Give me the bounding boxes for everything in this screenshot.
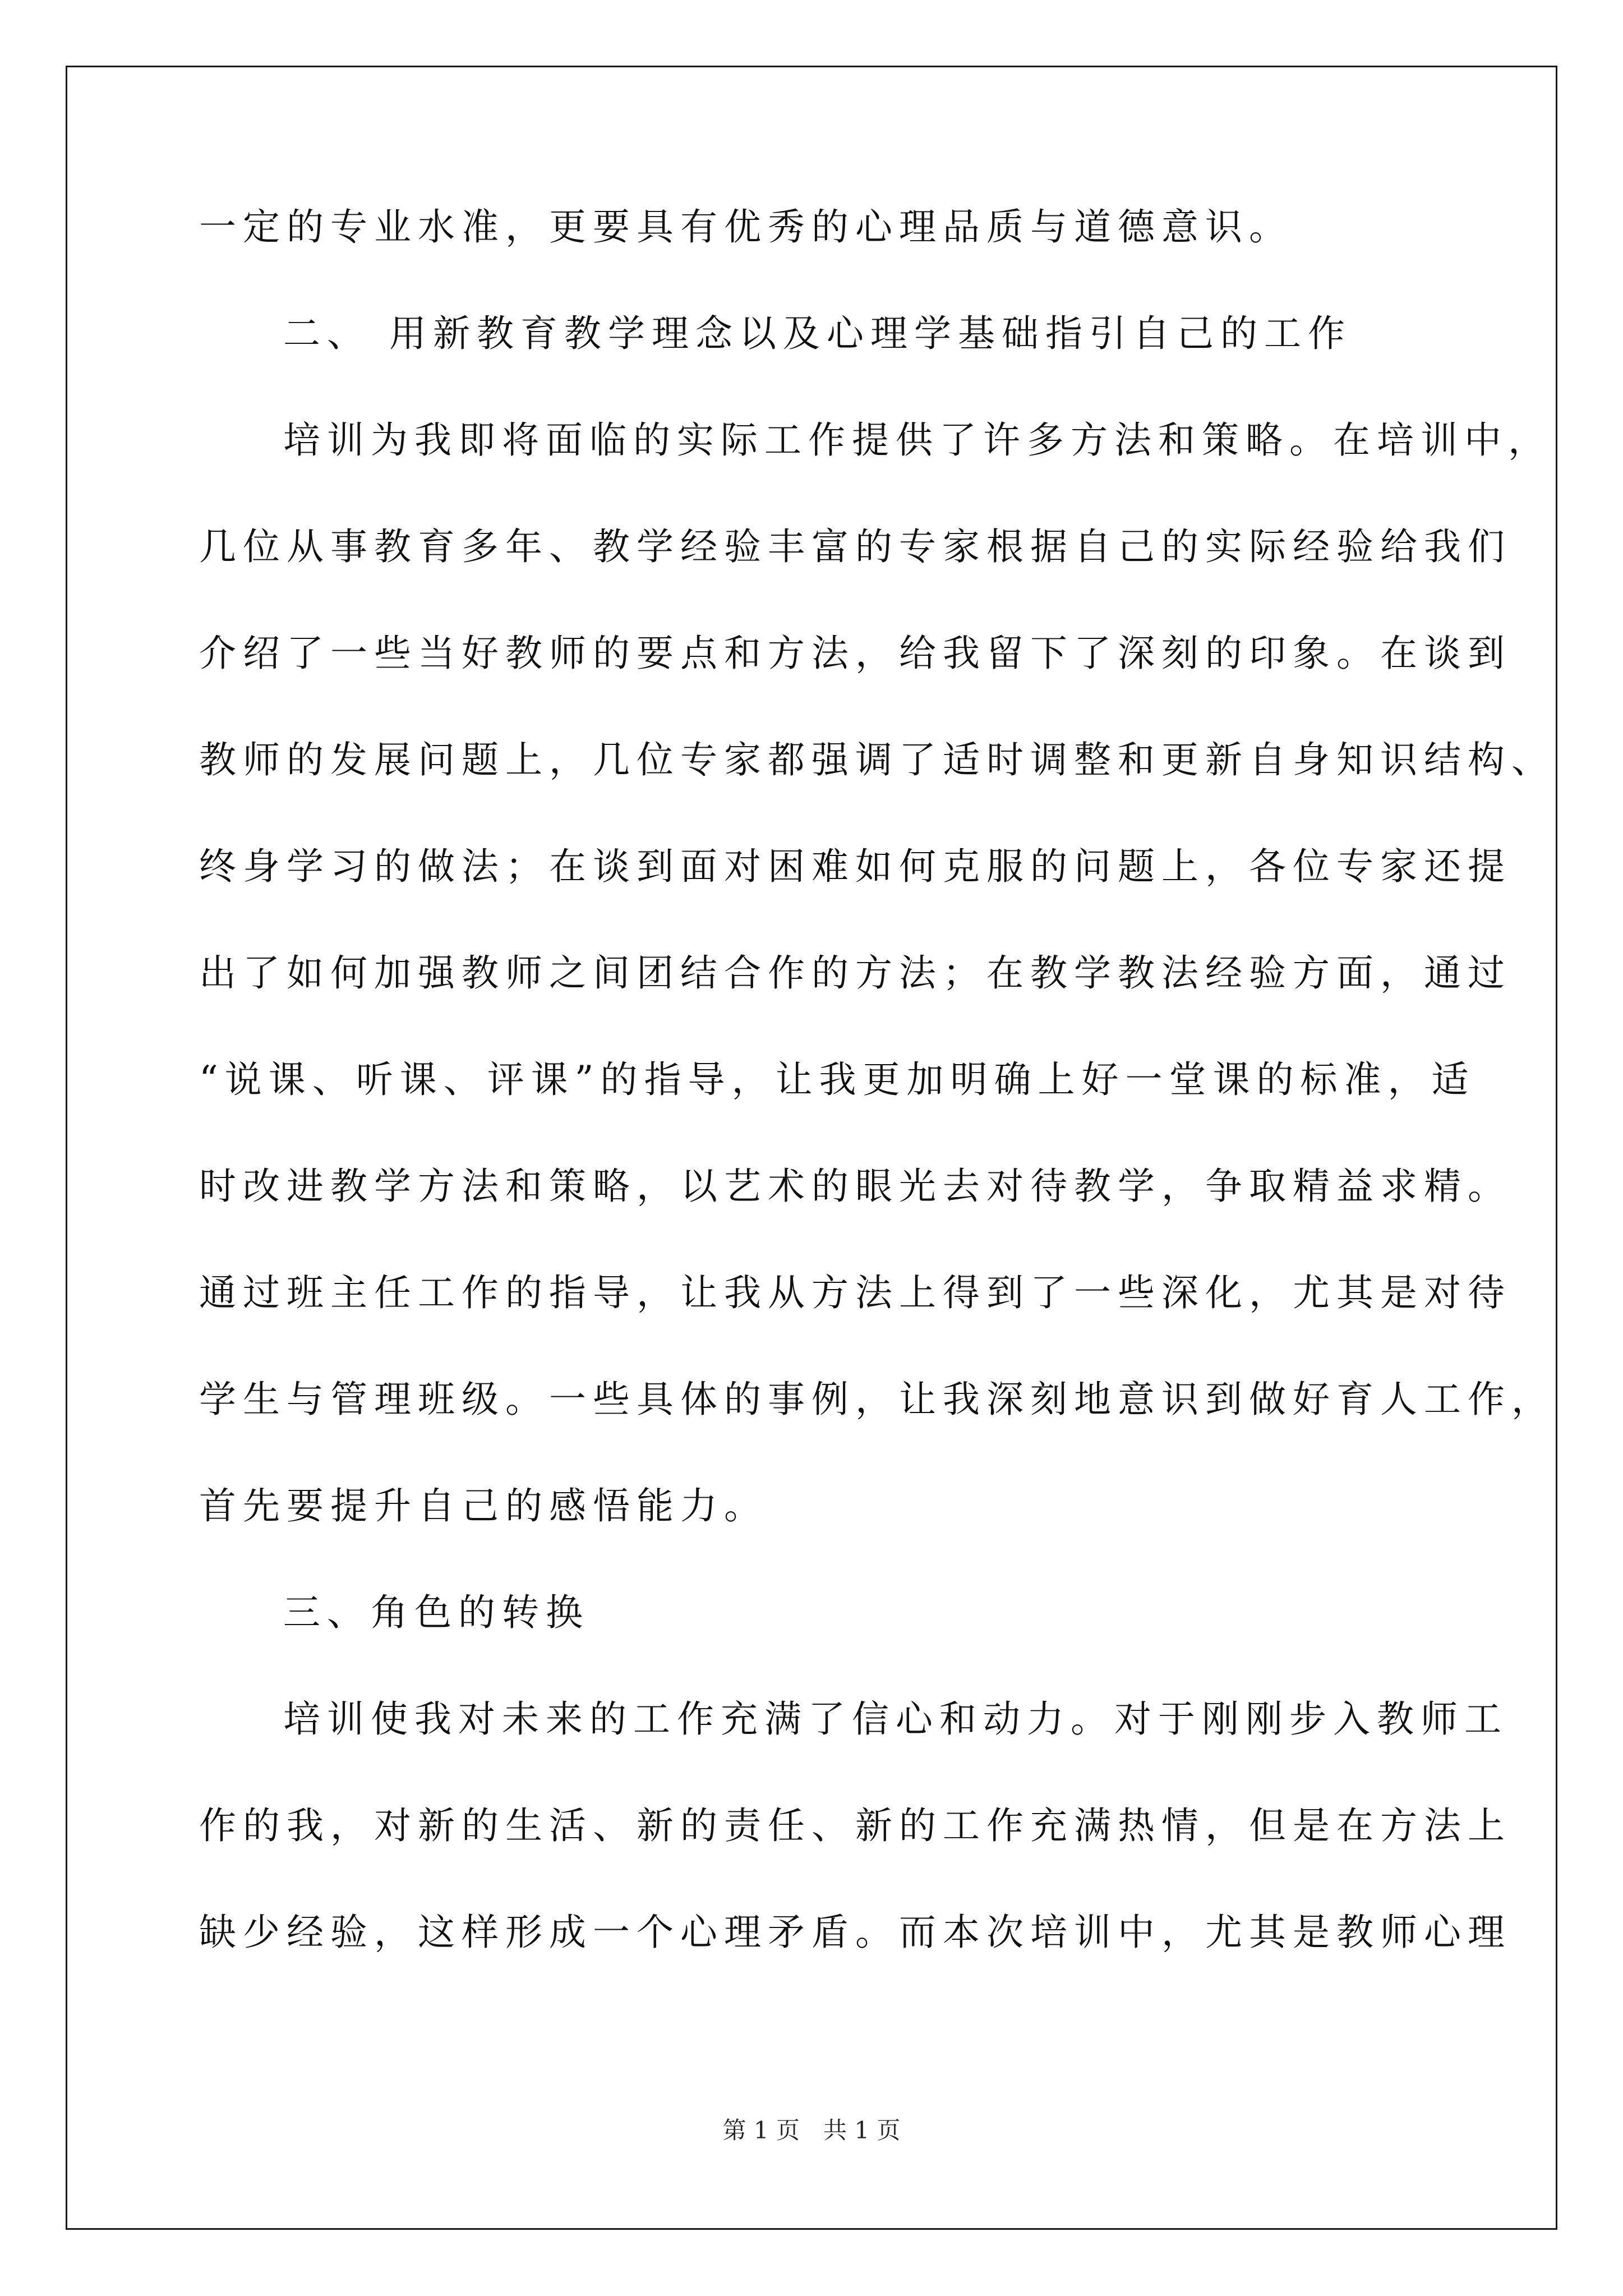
body-line: 培训为我即将面临的实际工作提供了许多方法和策略。在培训中， <box>283 418 1552 462</box>
body-line: 介绍了一些当好教师的要点和方法，给我留下了深刻的印象。在谈到 <box>199 632 1511 675</box>
page-border <box>66 66 1557 2230</box>
body-line: 首先要提升自己的感悟能力。 <box>199 1484 768 1527</box>
page-number: 第 1 页 共 1 页 <box>722 2116 901 2144</box>
body-line: 教师的发展问题上，几位专家都强调了适时调整和更新自身知识结构、 <box>199 738 1555 781</box>
body-line: 时改进教学方法和策略，以艺术的眼光去对待教学，争取精益求精。 <box>199 1165 1511 1208</box>
body-line: 通过班主任工作的指导，让我从方法上得到了一些深化，尤其是对待 <box>199 1271 1511 1314</box>
body-line: 终身学习的做法；在谈到面对困难如何克服的问题上，各位专家还提 <box>199 845 1511 888</box>
body-line: 出了如何加强教师之间团结合作的方法；在教学教法经验方面，通过 <box>199 951 1511 995</box>
body-line: 几位从事教育多年、教学经验丰富的专家根据自己的实际经验给我们 <box>199 525 1511 568</box>
body-line: “说课、听课、评课”的指导，让我更加明确上好一堂课的标准，适 <box>199 1058 1476 1101</box>
body-line: 缺少经验，这样形成一个心理矛盾。而本次培训中，尤其是教师心理 <box>199 1911 1511 1954</box>
section-heading: 三、角色的转换 <box>283 1591 589 1634</box>
body-line: 一定的专业水准，更要具有优秀的心理品质与道德意识。 <box>199 205 1293 249</box>
body-line: 作的我，对新的生活、新的责任、新的工作充满热情，但是在方法上 <box>199 1804 1511 1847</box>
body-line: 学生与管理班级。一些具体的事例，让我深刻地意识到做好育人工作， <box>199 1378 1555 1421</box>
section-heading: 二、 用新教育教学理念以及心理学基础指引自己的工作 <box>283 312 1352 355</box>
body-line: 培训使我对未来的工作充满了信心和动力。对于刚刚步入教师工 <box>283 1697 1508 1741</box>
